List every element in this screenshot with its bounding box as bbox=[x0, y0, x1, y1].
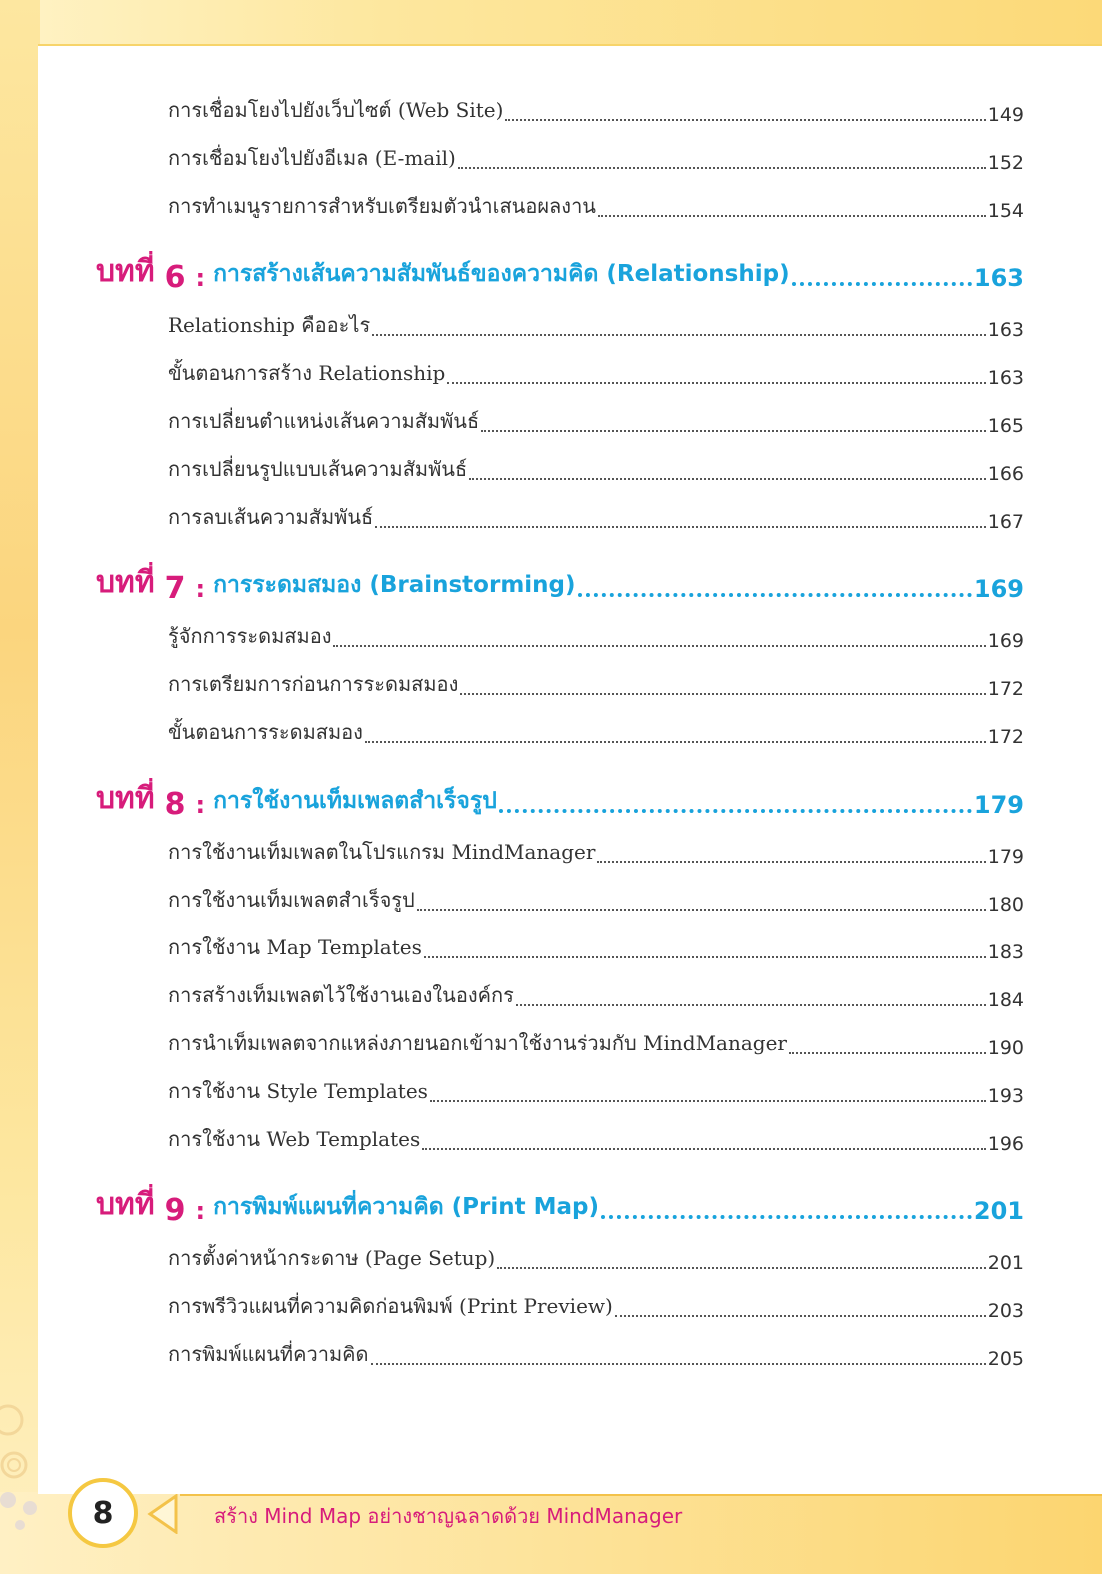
toc-entry-page: 172 bbox=[987, 678, 1024, 700]
leader-dots bbox=[597, 860, 985, 863]
toc-entry[interactable] bbox=[168, 929, 1024, 963]
chapter-colon: : bbox=[195, 264, 206, 292]
toc-entry-page: 179 bbox=[987, 846, 1024, 868]
chapter-page: 179 bbox=[973, 791, 1024, 819]
leader-dots bbox=[424, 955, 986, 958]
toc-entry-title: การเตรียมการก่อนการระดมสมอง bbox=[168, 672, 459, 696]
chapter-label: บทที่ bbox=[96, 1187, 155, 1222]
toc-entry-page: 163 bbox=[987, 367, 1024, 389]
toc-entry-title: การใช้งาน Style Templates bbox=[168, 1079, 428, 1103]
toc-entry[interactable] bbox=[168, 188, 1024, 222]
page-number-badge bbox=[68, 1478, 138, 1548]
leader-dots bbox=[469, 477, 986, 480]
chapter-page: 163 bbox=[973, 264, 1024, 292]
chapter-title: การระดมสมอง (Brainstorming) bbox=[213, 572, 576, 598]
footer-divider bbox=[180, 1494, 1102, 1496]
toc-entry[interactable] bbox=[168, 451, 1024, 485]
chapter-colon: : bbox=[195, 575, 206, 603]
toc-entry-page: 205 bbox=[987, 1348, 1024, 1370]
leader-dots bbox=[365, 740, 986, 743]
chapter-page: 201 bbox=[973, 1197, 1024, 1225]
chapter-heading[interactable] bbox=[96, 562, 1024, 606]
toc-entry-page: 163 bbox=[987, 319, 1024, 341]
leader-dots bbox=[422, 1147, 986, 1150]
toc-entry[interactable] bbox=[168, 92, 1024, 126]
toc-entry[interactable] bbox=[168, 1288, 1024, 1322]
toc-entry-page: 154 bbox=[987, 200, 1024, 222]
chapter-number: 8 bbox=[164, 787, 186, 822]
toc-entry-title: การพิมพ์แผนที่ความคิด bbox=[168, 1342, 369, 1366]
toc-entry-title: การเปลี่ยนตำแหน่งเส้นความสัมพันธ์ bbox=[168, 409, 480, 433]
toc-entry[interactable] bbox=[168, 403, 1024, 437]
toc-entry-title: การเชื่อมโยงไปยังอีเมล (E-mail) bbox=[168, 146, 456, 170]
toc-entry-title: การทำเมนูรายการสำหรับเตรียมตัวนำเสนอผลงาน bbox=[168, 194, 596, 218]
toc-entry-title: ขั้นตอนการสร้าง Relationship bbox=[168, 361, 446, 385]
toc-entry-title: การพรีวิวแผนที่ความคิดก่อนพิมพ์ (Print Preview) bbox=[168, 1294, 613, 1318]
toc-entry-page: 184 bbox=[987, 989, 1024, 1011]
leader-dots bbox=[333, 644, 985, 647]
toc-entry-title: การลบเส้นความสัมพันธ์ bbox=[168, 505, 374, 529]
toc-entry-title: การใช้งานเท็มเพลตในโปรแกรม MindManager bbox=[168, 840, 596, 864]
leader-dots bbox=[417, 908, 986, 911]
toc-entry-title: Relationship คืออะไร bbox=[168, 313, 371, 337]
toc-entry-page: 169 bbox=[987, 630, 1024, 652]
toc-entry-title: ขั้นตอนการระดมสมอง bbox=[168, 720, 363, 744]
toc-entry[interactable] bbox=[168, 1025, 1024, 1059]
toc-entry-page: 149 bbox=[987, 104, 1024, 126]
chapter-leader-dots bbox=[792, 281, 972, 286]
toc-entry-page: 183 bbox=[987, 941, 1024, 963]
toc-entry-title: การเปลี่ยนรูปแบบเส้นความสัมพันธ์ bbox=[168, 457, 468, 481]
toc-entry[interactable] bbox=[168, 882, 1024, 916]
toc-entry-page: 190 bbox=[987, 1037, 1024, 1059]
leader-dots bbox=[375, 525, 986, 528]
toc-entry-page: 166 bbox=[987, 463, 1024, 485]
toc-entry-title: การเชื่อมโยงไปยังเว็บไซต์ (Web Site) bbox=[168, 98, 504, 122]
toc-entry[interactable] bbox=[168, 1073, 1024, 1107]
toc-entry-title: การนำเท็มเพลตจากแหล่งภายนอกเข้ามาใช้งานร่วมกับ MindManager bbox=[168, 1031, 787, 1055]
toc-entry-page: 152 bbox=[987, 152, 1024, 174]
chapter-colon: : bbox=[195, 791, 206, 819]
chapter-label: บทที่ bbox=[96, 254, 155, 289]
leader-dots bbox=[447, 381, 985, 384]
toc-entry[interactable] bbox=[168, 977, 1024, 1011]
leader-dots bbox=[516, 1003, 986, 1006]
chapter-label: บทที่ bbox=[96, 565, 155, 600]
leader-dots bbox=[458, 166, 986, 169]
leader-dots bbox=[372, 333, 986, 336]
toc-entry-page: 196 bbox=[987, 1133, 1024, 1155]
toc-entry-title: การใช้งานเท็มเพลตสำเร็จรูป bbox=[168, 888, 415, 912]
chapter-heading[interactable] bbox=[96, 778, 1024, 822]
toc-entry[interactable] bbox=[168, 666, 1024, 700]
toc-entry-title: การตั้งค่าหน้ากระดาษ (Page Setup) bbox=[168, 1246, 496, 1270]
chapter-heading[interactable] bbox=[96, 251, 1024, 295]
toc-entry[interactable] bbox=[168, 714, 1024, 748]
leader-dots bbox=[371, 1362, 986, 1365]
chapter-colon: : bbox=[195, 1197, 206, 1225]
toc-entry-page: 201 bbox=[987, 1252, 1024, 1274]
footer-book-title: สร้าง Mind Map อย่างชาญฉลาดด้วย MindManager bbox=[214, 1504, 683, 1528]
toc-entry[interactable] bbox=[168, 1121, 1024, 1155]
leader-dots bbox=[789, 1051, 986, 1054]
left-triangle-icon bbox=[146, 1494, 180, 1534]
toc-entry[interactable] bbox=[168, 1336, 1024, 1370]
toc-entry[interactable] bbox=[168, 1240, 1024, 1274]
toc-entry[interactable] bbox=[168, 140, 1024, 174]
toc-entry[interactable] bbox=[168, 499, 1024, 533]
leader-dots bbox=[430, 1099, 986, 1102]
toc-entry[interactable] bbox=[168, 618, 1024, 652]
toc-entry[interactable] bbox=[168, 307, 1024, 341]
toc-entry-title: การใช้งาน Web Templates bbox=[168, 1127, 421, 1151]
toc-entry-page: 180 bbox=[987, 894, 1024, 916]
chapter-heading[interactable] bbox=[96, 1184, 1024, 1228]
chapter-leader-dots bbox=[578, 592, 972, 597]
chapter-title: การพิมพ์แผนที่ความคิด (Print Map) bbox=[213, 1194, 600, 1220]
toc-entry-page: 193 bbox=[987, 1085, 1024, 1107]
leader-dots bbox=[460, 692, 985, 695]
toc-entry[interactable] bbox=[168, 355, 1024, 389]
leader-dots bbox=[481, 429, 986, 432]
toc-entry-page: 203 bbox=[987, 1300, 1024, 1322]
leader-dots bbox=[505, 118, 985, 121]
leader-dots bbox=[598, 214, 986, 217]
toc-entry-page: 172 bbox=[987, 726, 1024, 748]
toc-entry-title: การใช้งาน Map Templates bbox=[168, 935, 422, 959]
leader-dots bbox=[497, 1266, 986, 1269]
chapter-leader-dots bbox=[601, 1214, 972, 1219]
chapter-page: 169 bbox=[973, 575, 1024, 603]
toc-entry-title: การสร้างเท็มเพลตไว้ใช้งานเองในองค์กร bbox=[168, 983, 514, 1007]
chapter-number: 6 bbox=[164, 260, 186, 295]
toc-entry[interactable] bbox=[168, 834, 1024, 868]
leader-dots bbox=[615, 1314, 986, 1317]
chapter-leader-dots bbox=[499, 808, 972, 813]
toc-entry-title: รู้จักการระดมสมอง bbox=[168, 624, 332, 648]
toc-entry-page: 165 bbox=[987, 415, 1024, 437]
chapter-number: 9 bbox=[164, 1193, 186, 1228]
toc-entry-page: 167 bbox=[987, 511, 1024, 533]
chapter-label: บทที่ bbox=[96, 781, 155, 816]
chapter-title: การใช้งานเท็มเพลตสำเร็จรูป bbox=[213, 788, 497, 814]
page-number: 8 bbox=[92, 1495, 114, 1531]
chapter-number: 7 bbox=[164, 571, 186, 606]
chapter-title: การสร้างเส้นความสัมพันธ์ของความคิด (Relationship) bbox=[213, 261, 790, 287]
